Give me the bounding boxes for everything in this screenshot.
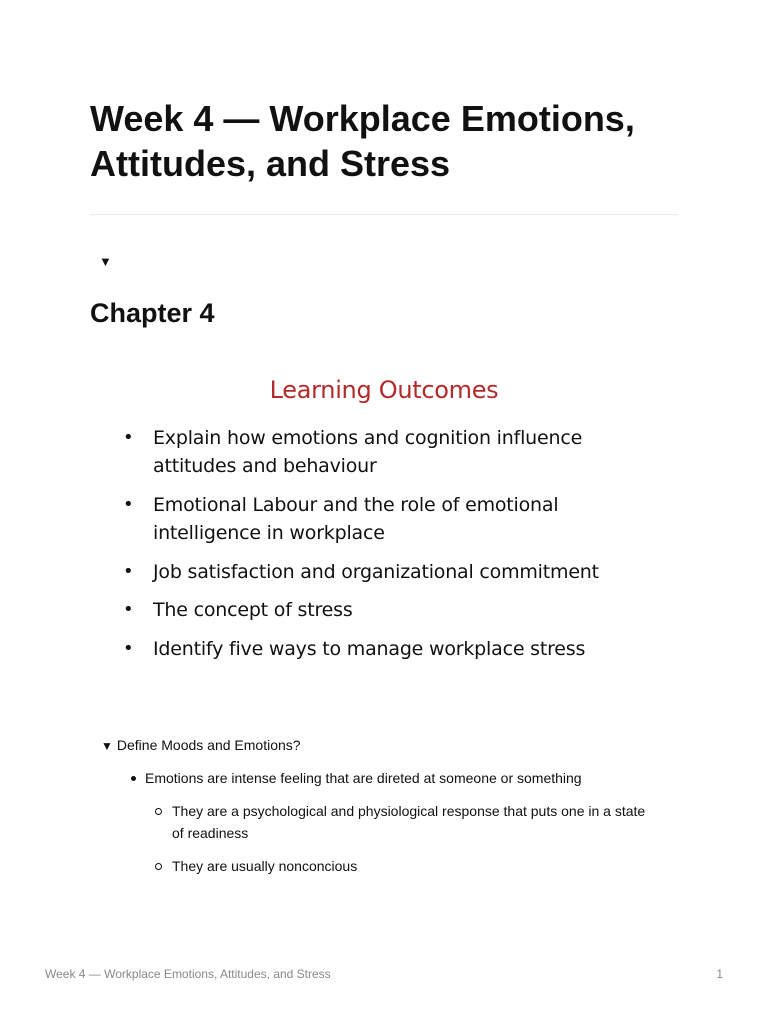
slide-list-item: • Job satisfaction and organizational commitment bbox=[123, 558, 663, 586]
slide-list-item: • The concept of stress bbox=[123, 596, 663, 624]
toggle-arrow-icon[interactable]: ▼ bbox=[99, 254, 112, 269]
bullet-icon: • bbox=[123, 599, 134, 620]
list-item: Emotions are intense feeling that are direted at someone or something bbox=[131, 767, 651, 789]
slide-list-item: • Identify five ways to manage workplace stress bbox=[123, 635, 663, 663]
slide-list-item: • Explain how emotions and cognition influence attitudes and behaviour bbox=[123, 424, 663, 480]
divider bbox=[90, 214, 678, 215]
bullet-icon: • bbox=[123, 494, 134, 515]
bullet-circle-icon bbox=[155, 808, 162, 815]
toggle-label: Define Moods and Emotions? bbox=[116, 737, 301, 753]
bullet-icon: • bbox=[123, 561, 134, 582]
bullet-icon: • bbox=[123, 427, 134, 448]
bullet-circle-icon bbox=[155, 863, 162, 870]
bullet-dot-icon bbox=[131, 776, 136, 781]
toggle-triangle-icon[interactable]: ▼ bbox=[101, 739, 113, 753]
chapter-heading: Chapter 4 bbox=[90, 298, 215, 328]
page-title: Week 4 — Workplace Emotions, Attitudes, and Stress bbox=[90, 98, 635, 184]
footer-page-number: 1 bbox=[716, 967, 723, 981]
learning-outcomes-slide bbox=[90, 360, 678, 690]
bullet-icon: • bbox=[123, 638, 134, 659]
slide-title: Learning Outcomes bbox=[269, 376, 499, 404]
sub-list-item: They are a psychological and physiological response that puts one in a state of readiness bbox=[155, 800, 655, 844]
footer-title: Week 4 — Workplace Emotions, Attitudes, and Stress bbox=[45, 967, 331, 981]
sub-list-item: They are usually nonconcious bbox=[155, 855, 655, 877]
slide-list-item: • Emotional Labour and the role of emotional intelligence in workplace bbox=[123, 491, 663, 547]
toggle-define-moods[interactable] bbox=[101, 736, 301, 755]
